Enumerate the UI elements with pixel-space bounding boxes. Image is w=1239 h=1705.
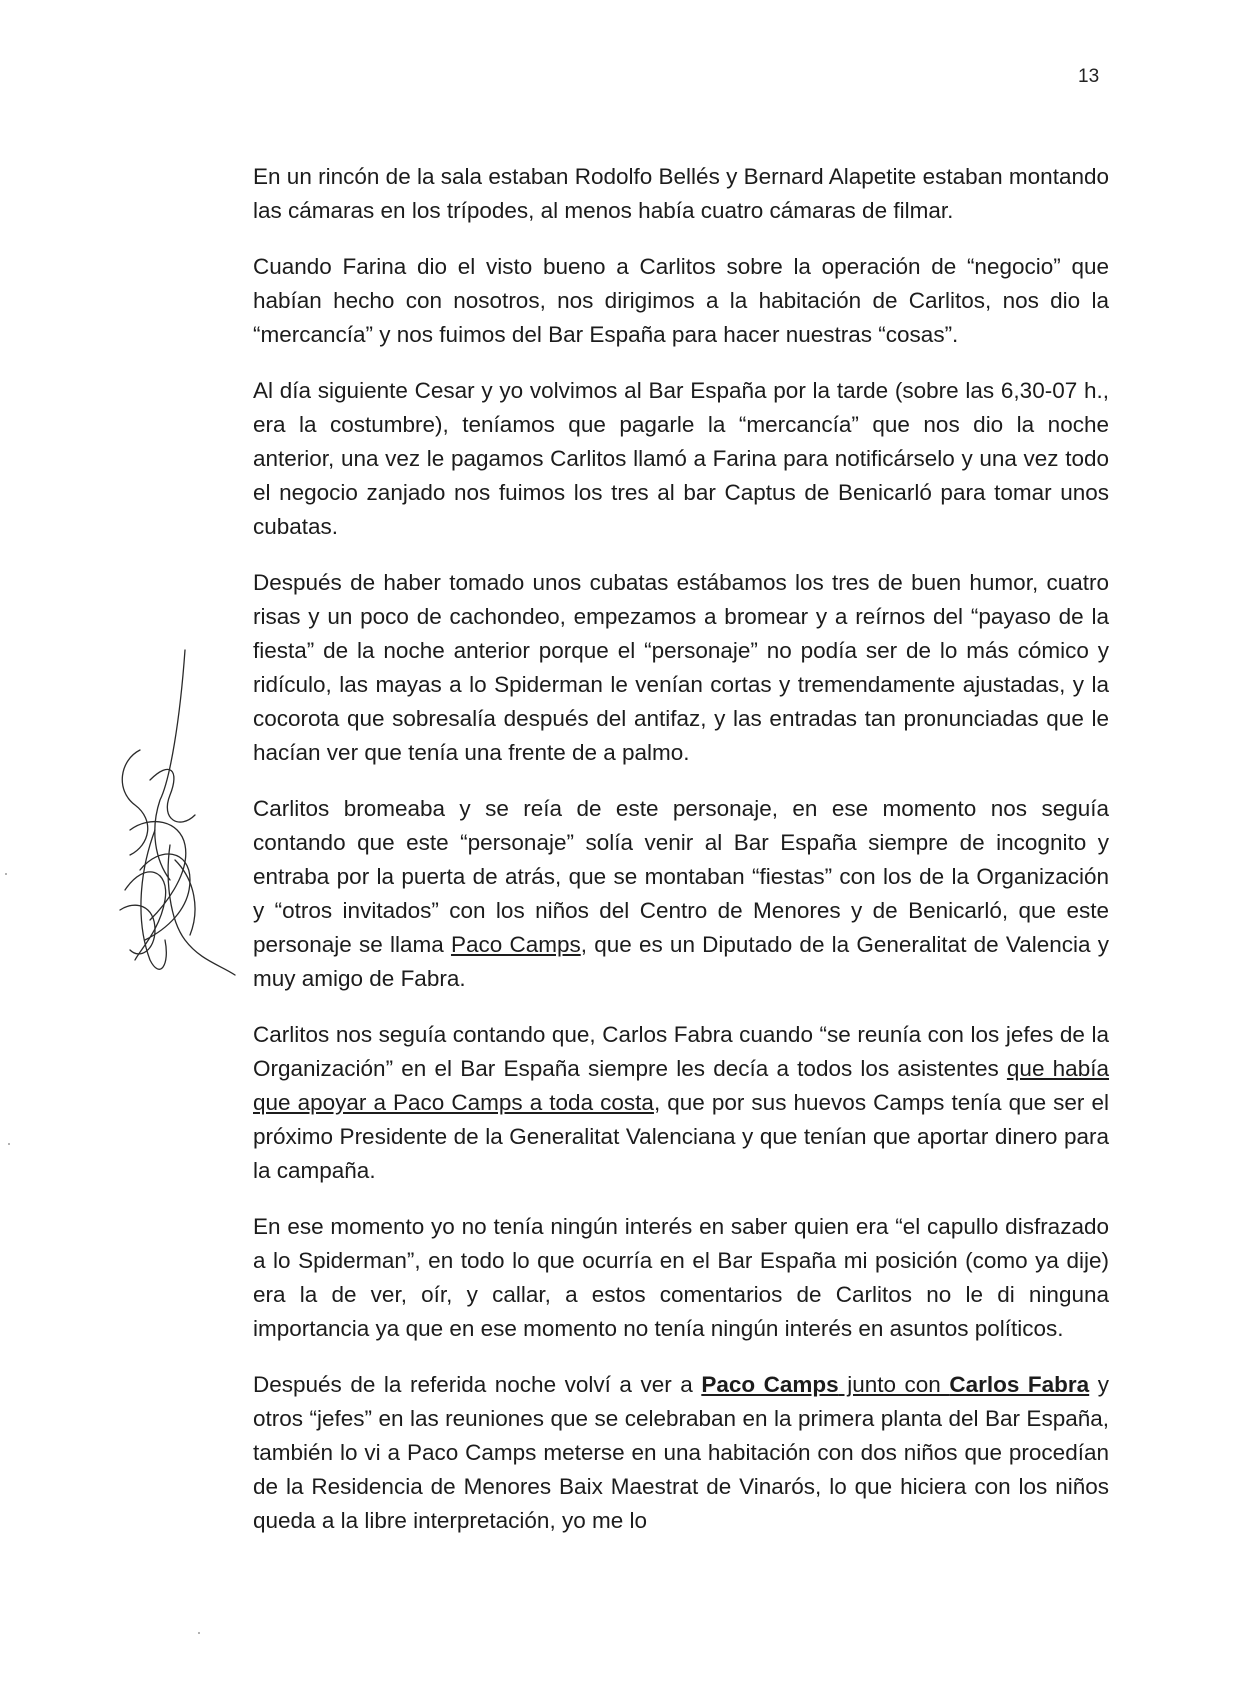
text-segment: En ese momento yo no tenía ningún interés en saber quien era “el capullo disfrazado a lo Spiderman”, en todo lo que ocurría en el Bar España mi posición (como ya dije) era la de ver, oír, y callar, a estos comentarios de Carlitos no le di ninguna importancia ya que en ese momento no tenía ningún interés en asuntos políticos. bbox=[253, 1214, 1109, 1341]
paragraph-4 bbox=[253, 566, 1109, 770]
text-segment: Al día siguiente Cesar y yo volvimos al Bar España por la tarde (sobre las 6,30-07 h., era la costumbre), teníamos que pagarle la “mercancía” que nos dio la noche anterior, una vez le pagamos Carlitos llamó a Farina para notificárselo y una vez todo el negocio zanjado nos fuimos los tres al bar Captus de Benicarló para tomar unos cubatas. bbox=[253, 378, 1109, 539]
underlined-name: Paco Camps bbox=[450, 932, 581, 957]
bold-underlined-name: Paco Camps bbox=[701, 1372, 839, 1397]
text-segment: Carlitos bromeaba y se reía de este personaje, en ese momento nos seguía contando que este “personaje” solía venir al Bar España siempre de incognito y entraba por la puerta de atrás, que se montaban “fiestas” con los de la Organización y “otros invitados” con los niños del Centro de Menores y de Benicarló, que este personaje se llama bbox=[253, 796, 1109, 957]
scan-speck bbox=[8, 1143, 10, 1145]
text-segment: y otros “jefes” en las reuniones que se celebraban en la primera planta del Bar España, también lo vi a Paco Camps meterse en una habitación con dos niños que procedían de la Residencia de Menores Baix Maestrat de Vinarós, lo que hiciera con los niños queda a la libre interpretación, yo me lo bbox=[253, 1372, 1109, 1533]
text-segment: En un rincón de la sala estaban Rodolfo Bellés y Bernard Alapetite estaban montando las cámaras en los trípodes, al menos había cuatro cámaras de filmar. bbox=[253, 164, 1109, 223]
underlined-phrase: que había que apoyar a Paco Camps a toda costa bbox=[253, 1056, 1109, 1115]
text-segment: Después de la referida noche volví a ver a bbox=[253, 1372, 702, 1397]
bold-underlined-name: Carlos Fabra bbox=[949, 1372, 1090, 1397]
paragraph-1 bbox=[253, 160, 1109, 228]
text-segment: , que es un Diputado de la Generalitat de Valencia y muy amigo de Fabra. bbox=[253, 932, 1109, 991]
text-segment: Cuando Farina dio el visto bueno a Carlitos sobre la operación de “negocio” que habían hecho con nosotros, nos dirigimos a la habitación de Carlitos, nos dio la “mercancía” y nos fuimos del Bar España para hacer nuestras “cosas”. bbox=[253, 254, 1109, 347]
paragraph-2 bbox=[253, 250, 1109, 352]
text-segment: Carlitos nos seguía contando que, Carlos Fabra cuando “se reunía con los jefes de la Organización” en el Bar España siempre les decía a todos los asistentes bbox=[253, 1022, 1109, 1081]
page-number: 13 bbox=[1078, 66, 1100, 87]
paragraph-5 bbox=[253, 792, 1109, 996]
text-segment: , que por sus huevos Camps tenía que ser el próximo Presidente de la Generalitat Valenciana y que tenían que aportar dinero para la campaña. bbox=[253, 1090, 1109, 1183]
paragraph-8 bbox=[253, 1368, 1109, 1538]
paragraph-7 bbox=[253, 1210, 1109, 1346]
paragraph-6 bbox=[253, 1018, 1109, 1188]
paragraph-3 bbox=[253, 374, 1109, 544]
text-segment: Después de haber tomado unos cubatas estábamos los tres de buen humor, cuatro risas y un poco de cachondeo, empezamos a bromear y a reírnos del “payaso de la fiesta” de la noche anterior porque el “personaje” no podía ser de lo más cómico y ridículo, las mayas a lo Spiderman le venían cortas y tremendamente ajustadas, y la cocorota que sobresalía después del antifaz, y las entradas tan pronunciadas que le hacían ver que tenía una frente de a palmo. bbox=[253, 570, 1109, 765]
scan-speck bbox=[5, 873, 7, 875]
document-body bbox=[253, 160, 1109, 1560]
scan-speck bbox=[198, 1632, 200, 1634]
underlined-phrase: junto con bbox=[838, 1372, 950, 1397]
handwritten-signature bbox=[110, 630, 240, 1050]
